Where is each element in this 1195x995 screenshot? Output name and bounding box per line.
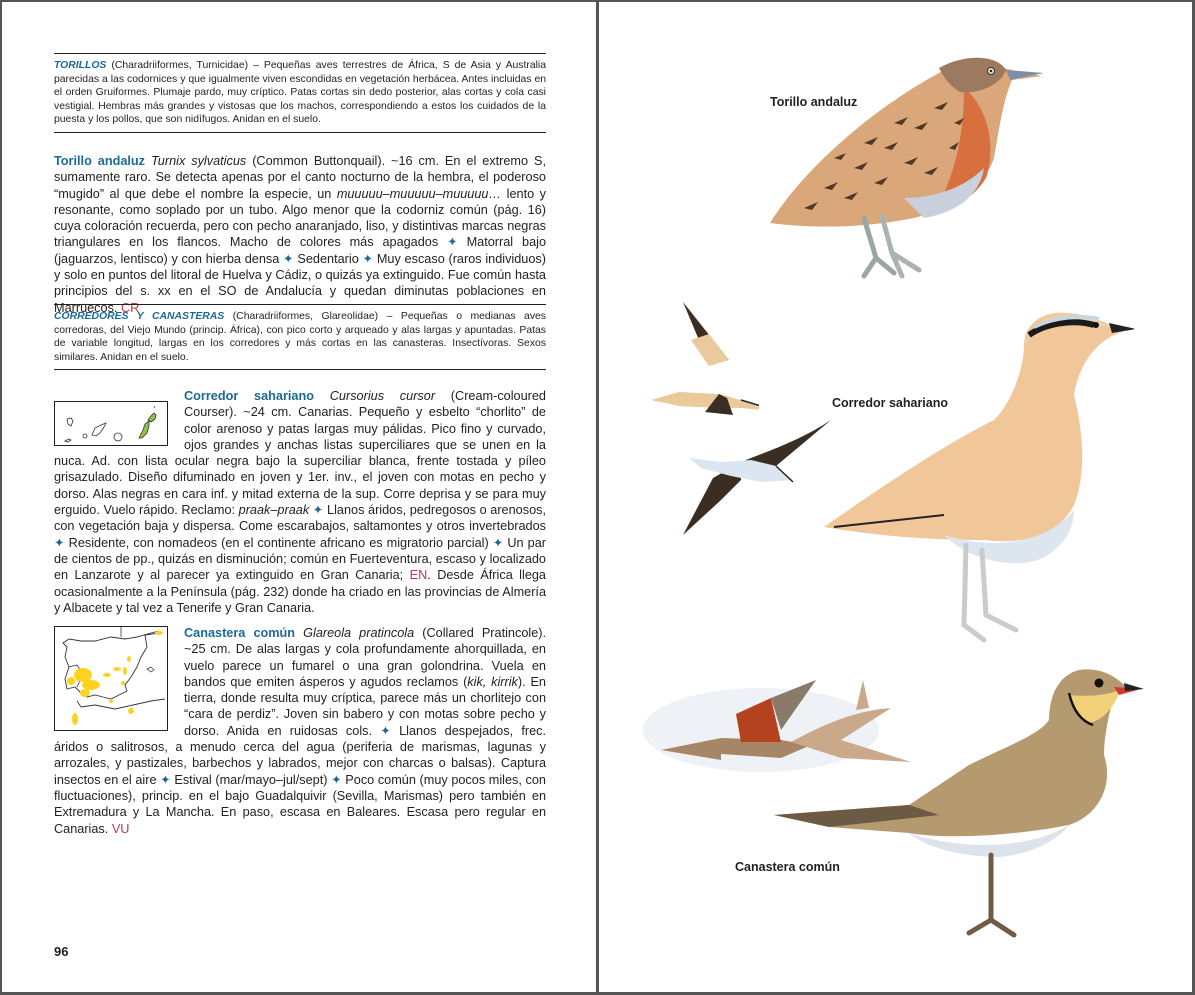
separator-star-icon: ✦ [380, 723, 391, 738]
right-page-plate [599, 0, 1192, 995]
species-status: Estival (mar/mayo–jul/sept) [170, 772, 332, 787]
separator-star-icon: ✦ [331, 772, 342, 787]
species-status: Sedentario [293, 251, 363, 266]
separator-star-icon: ✦ [312, 503, 324, 518]
species-description-cont: ). En tierra, donde resulta muy críptica, parece más un chorlitejo con “cara de perdiz”. Joven sin babero y con motas sobre pecho y dorso. Anida en ruidosas cols. [184, 674, 546, 738]
conservation-status-badge: CR [120, 300, 140, 315]
species-habitat: Llanos áridos, pedregosos o arenosos, con vegetación baja y dispersa. Come escarabajos, saltamontes y otros invertebrados [54, 503, 546, 534]
family-description: (Charadriiformes, Turnicidae) – Pequeñas aves terrestres de África, S de Asia y Australia parecidas a las codornices y que igualmente viven escondidas en vegetación herbácea. Antes incluidas en el orden Gruiformes. Plumaje pardo, muy críptico. Patas cortas sin dedo posterior, alas cortas y cola casi vestigial. Hembras más grandes y vistosas que los machos, correspondiendo a estos los cuidados de la puesta y los pollos, que son nidífugos. Anidan en el suelo. [54, 60, 546, 126]
species-entry-canastera-comun [54, 625, 546, 837]
torillo-andaluz-illustration-icon [764, 48, 1049, 288]
species-habitat: Matorral bajo (jaguarzos, lentisco) y con hierba densa [54, 235, 546, 266]
species-abundance: Poco común (muy pocos miles, con fluctuaciones), princip. en el bajo Guadalquivir (Sevilla, Marismas) pero también en Extremadura y La Mancha. En paso, escasa en Baleares. Escasa pero regular en Canarias. [54, 772, 546, 836]
species-common-name: Torillo andaluz [54, 154, 146, 168]
species-call: praak–praak [238, 503, 310, 518]
separator-star-icon: ✦ [54, 535, 65, 550]
family-name: TORILLOS [54, 60, 107, 71]
species-scientific-name: Glareola pratincola [303, 626, 415, 640]
page-number: 96 [54, 944, 69, 959]
species-entry-torillo-andaluz [54, 153, 546, 316]
species-scientific-name: Cursorius cursor [329, 389, 436, 403]
separator-star-icon: ✦ [362, 251, 374, 266]
separator-star-icon: ✦ [492, 535, 504, 550]
species-description: (Common Buttonquail). ~16 cm. En el extremo S, sumamente raro. Se detecta apenas por el canto nocturno de la hembra, el poderoso “mugido” al que debe el nombre la especie, un [54, 154, 547, 201]
species-description-cont: lento y resonante, como soplado por un tubo. Algo menor que la codorniz común (pág. 16) cuya coloración recuerda, pero con pecho anaranjado, liso, y distintivas marcas negras triangulares en los flancos. Macho de colores más apagados [54, 186, 546, 250]
family-intro-torillos [54, 53, 546, 133]
corredor-flight-lower-illustration-icon [681, 420, 836, 540]
species-habitat: Llanos despejados, frec. áridos o salitrosos, a menudo cerca del agua (periferia de marismas, lagunas y arrozales, y pastizales, barbechos y labrados, mejor con charcas o balsas). Captura insectos en el aire [54, 723, 546, 787]
family-name: CORREDORES Y CANASTERAS [54, 311, 225, 322]
species-status: Residente, con nomadeos (en el continente africano es migratorio parcial) [64, 535, 493, 550]
species-description: (Cream-coloured Courser). ~24 cm. Canarias. Pequeño y esbelto “chorlito” de color arenoso y patas largas muy pálidas. Pico fino y curvado, ojos grandes y anchas listas superciliares que se unen en la nuca. Ad. con lista ocular negra bajo la superciliar blanca, frente tostada y píleo grisazulado. Diseño difuminado en joven y 1er. inv., el joven con motas en pecho y dorso. Alas negras en cara inf. y mitad externa de la sup. Corre deprisa y se para muy erguido. Vuelo rápido. Reclamo: [54, 389, 546, 518]
corredor-sahariano-illustration-icon [824, 305, 1134, 650]
conservation-status-badge: EN [409, 568, 428, 583]
plate-label-torillo: Torillo andaluz [770, 95, 858, 109]
species-call: kik, kirrik [467, 674, 518, 689]
corredor-flight-upper-illustration-icon [649, 300, 759, 415]
separator-star-icon: ✦ [283, 251, 294, 266]
family-description: (Charadriiformes, Glareolidae) – Pequeñas o medianas aves corredoras, del Viejo Mundo (princip. África), con pico corto y arqueado y alas largas y apuntadas. Patas de variable longitud, largas en los corredores y más cortas en las canasteras. Insectívoras. Sexos similares. Anidan en el suelo. [54, 311, 546, 363]
species-description: (Collared Pratincole). ~25 cm. De alas largas y cola profundamente ahorquillada, en vuelo parece un fumarel o una gran golondrina. Vuela en bandos que emiten ásperos y agudos reclamos ( [184, 626, 546, 689]
canastera-comun-illustration-icon [769, 665, 1144, 945]
conservation-status-badge: VU [111, 821, 130, 836]
species-common-name: Canastera común [184, 626, 296, 640]
separator-star-icon: ✦ [160, 772, 171, 787]
left-page [0, 0, 596, 995]
family-intro-corredores [54, 304, 546, 370]
species-abundance: Un par de cientos de pp., quizás en disminución; común en Fuerteventura, escaso y localizado en Lanzarote y al parecer ya extinguido en Gran Canaria; [54, 535, 546, 583]
plate-label-corredor: Corredor sahariano [832, 396, 949, 410]
plate-label-canastera: Canastera común [735, 860, 840, 874]
species-description-cont: . Desde África llega ocasionalmente a la Península (pág. 232) donde ha criado en las provincias de Almería y Albacete y tal vez a Tenerife y Gran Canaria. [54, 568, 546, 615]
species-call: muuuuu–muuuuu–muuuuu… [336, 186, 502, 201]
species-scientific-name: Turnix sylvaticus [150, 154, 247, 168]
separator-star-icon: ✦ [447, 235, 458, 250]
species-entry-corredor-sahariano [54, 388, 546, 616]
species-common-name: Corredor sahariano [184, 389, 314, 403]
species-abundance: Muy escaso (raros individuos) y solo en puntos del litoral de Huelva y Cádiz, o quizás ya extinguido. Fue común hasta principios del s. xx en el SO de Andalucía y quedan diminutas poblaciones en Marruecos. [54, 251, 546, 315]
